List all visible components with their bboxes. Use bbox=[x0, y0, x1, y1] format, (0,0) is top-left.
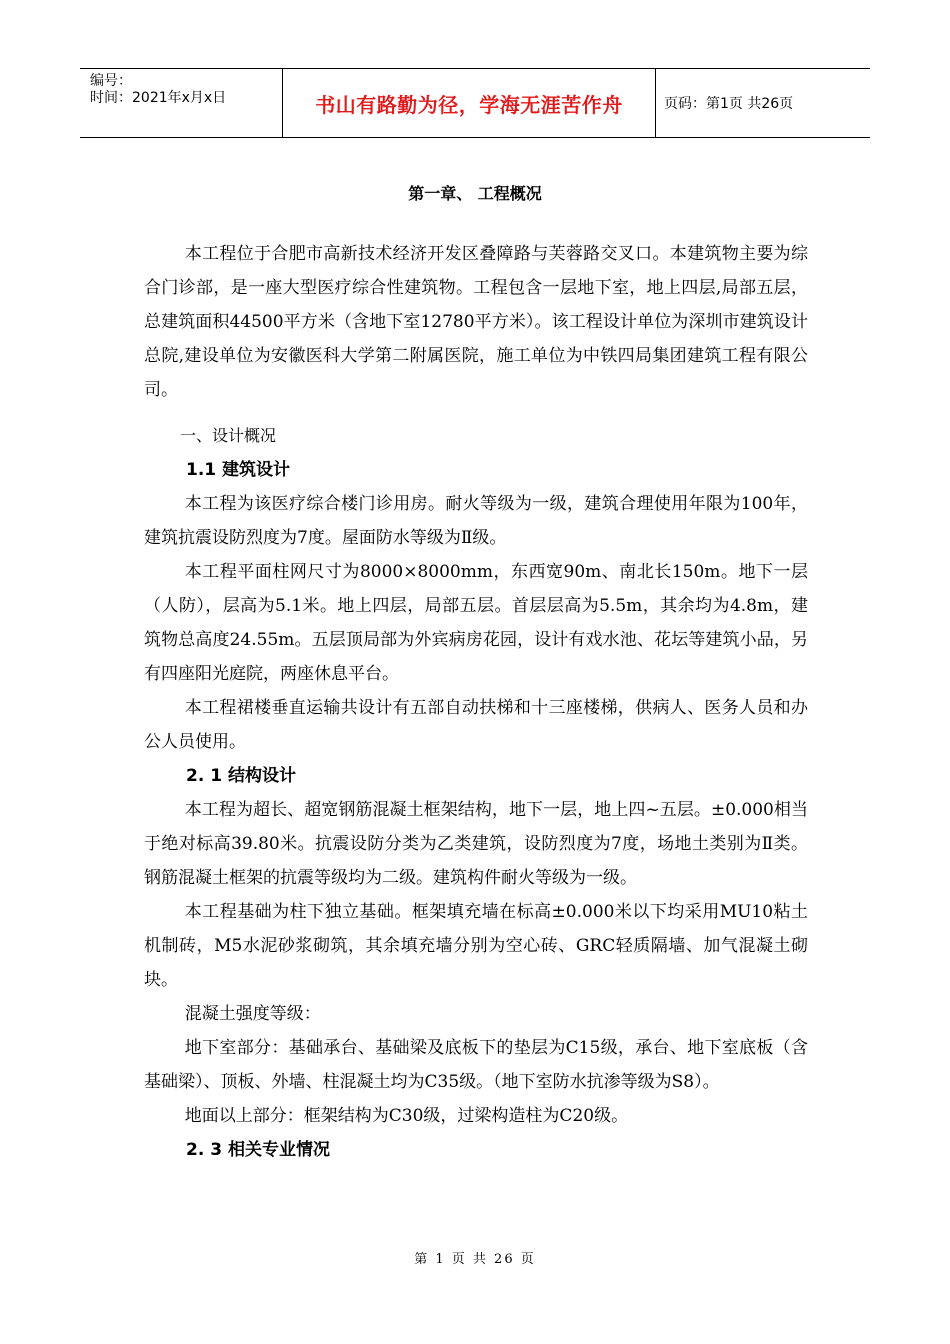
header-page-info: 页码：第1页 共26页 bbox=[664, 96, 794, 112]
paragraph-structure-2: 本工程基础为柱下独立基础。框架填充墙在标高±0.000米以下均采用MU10粘土机制砖，M5水泥砂浆砌筑，其余填充墙分别为空心砖、GRC轻质隔墙、加气混凝土砌块。 bbox=[144, 902, 808, 990]
page-footer: 第 1 页 共 26 页 bbox=[414, 1252, 536, 1267]
paragraph-structure-5: 地面以上部分：框架结构为C30级，过梁构造柱为C20级。 bbox=[184, 1106, 629, 1126]
paragraph-structure-3: 混凝土强度等级： bbox=[184, 1004, 321, 1024]
paragraph-structure-1: 本工程为超长、超宽钢筋混凝土框架结构，地下一层，地上四~五层。±0.000相当于绝对标高39.80米。抗震设防分类为乙类建筑，设防烈度为7度，场地土类别为Ⅱ类。钢筋混凝土框架的抗震等级均为二级。建筑构件耐火等级为一级。 bbox=[144, 800, 808, 888]
paragraph-architecture-3: 本工程裙楼垂直运输共设计有五部自动扶梯和十三座楼梯，供病人、医务人员和办公人员使用。 bbox=[144, 698, 808, 752]
chapter-title: 第一章、 工程概况 bbox=[408, 184, 542, 203]
heading-structure: 2. 1 结构设计 bbox=[186, 766, 296, 786]
header-number: 编号： bbox=[90, 73, 132, 89]
section-heading-design: 一、设计概况 bbox=[180, 426, 277, 445]
header-time: 时间：2021年x月x日 bbox=[90, 90, 227, 106]
heading-related-disciplines: 2. 3 相关专业情况 bbox=[186, 1140, 330, 1160]
intro-paragraph: 本工程位于合肥市高新技术经济开发区叠障路与芙蓉路交叉口。本建筑物主要为综合门诊部，是一座大型医疗综合性建筑物。工程包含一层地下室，地上四层,局部五层，总建筑面积44500平方米（含地下室12780平方米）。该工程设计单位为深圳市建筑设计总院,建设单位为安徽医科大学第二附属医院，施工单位为中铁四局集团建筑工程有限公司。 bbox=[144, 244, 808, 400]
paragraph-architecture-1: 本工程为该医疗综合楼门诊用房。耐火等级为一级，建筑合理使用年限为100年，建筑抗震设防烈度为7度。屋面防水等级为Ⅱ级。 bbox=[144, 494, 808, 548]
header-motto: 书山有路勤为径，学海无涯苦作舟 bbox=[315, 92, 623, 117]
paragraph-structure-4: 地下室部分：基础承台、基础梁及底板下的垫层为C15级，承台、地下室底板（含基础梁）、顶板、外墙、柱混凝土均为C35级。（地下室防水抗渗等级为S8）。 bbox=[144, 1038, 808, 1092]
paragraph-architecture-2: 本工程平面柱网尺寸为8000×8000mm，东西宽90m、南北长150m。地下一层（人防），层高为5.1米。地上四层，局部五层。首层层高为5.5m，其余均为4.8m，建筑物总高度24.55m。五层顶局部为外宾病房花园，设计有戏水池、花坛等建筑小品，另有四座阳光庭院，两座休息平台。 bbox=[144, 562, 808, 684]
page-header bbox=[80, 68, 870, 138]
document-body bbox=[144, 237, 808, 1167]
header-meta bbox=[80, 69, 282, 137]
heading-architecture: 1.1 建筑设计 bbox=[186, 460, 291, 480]
header-motto-cell bbox=[282, 69, 656, 137]
